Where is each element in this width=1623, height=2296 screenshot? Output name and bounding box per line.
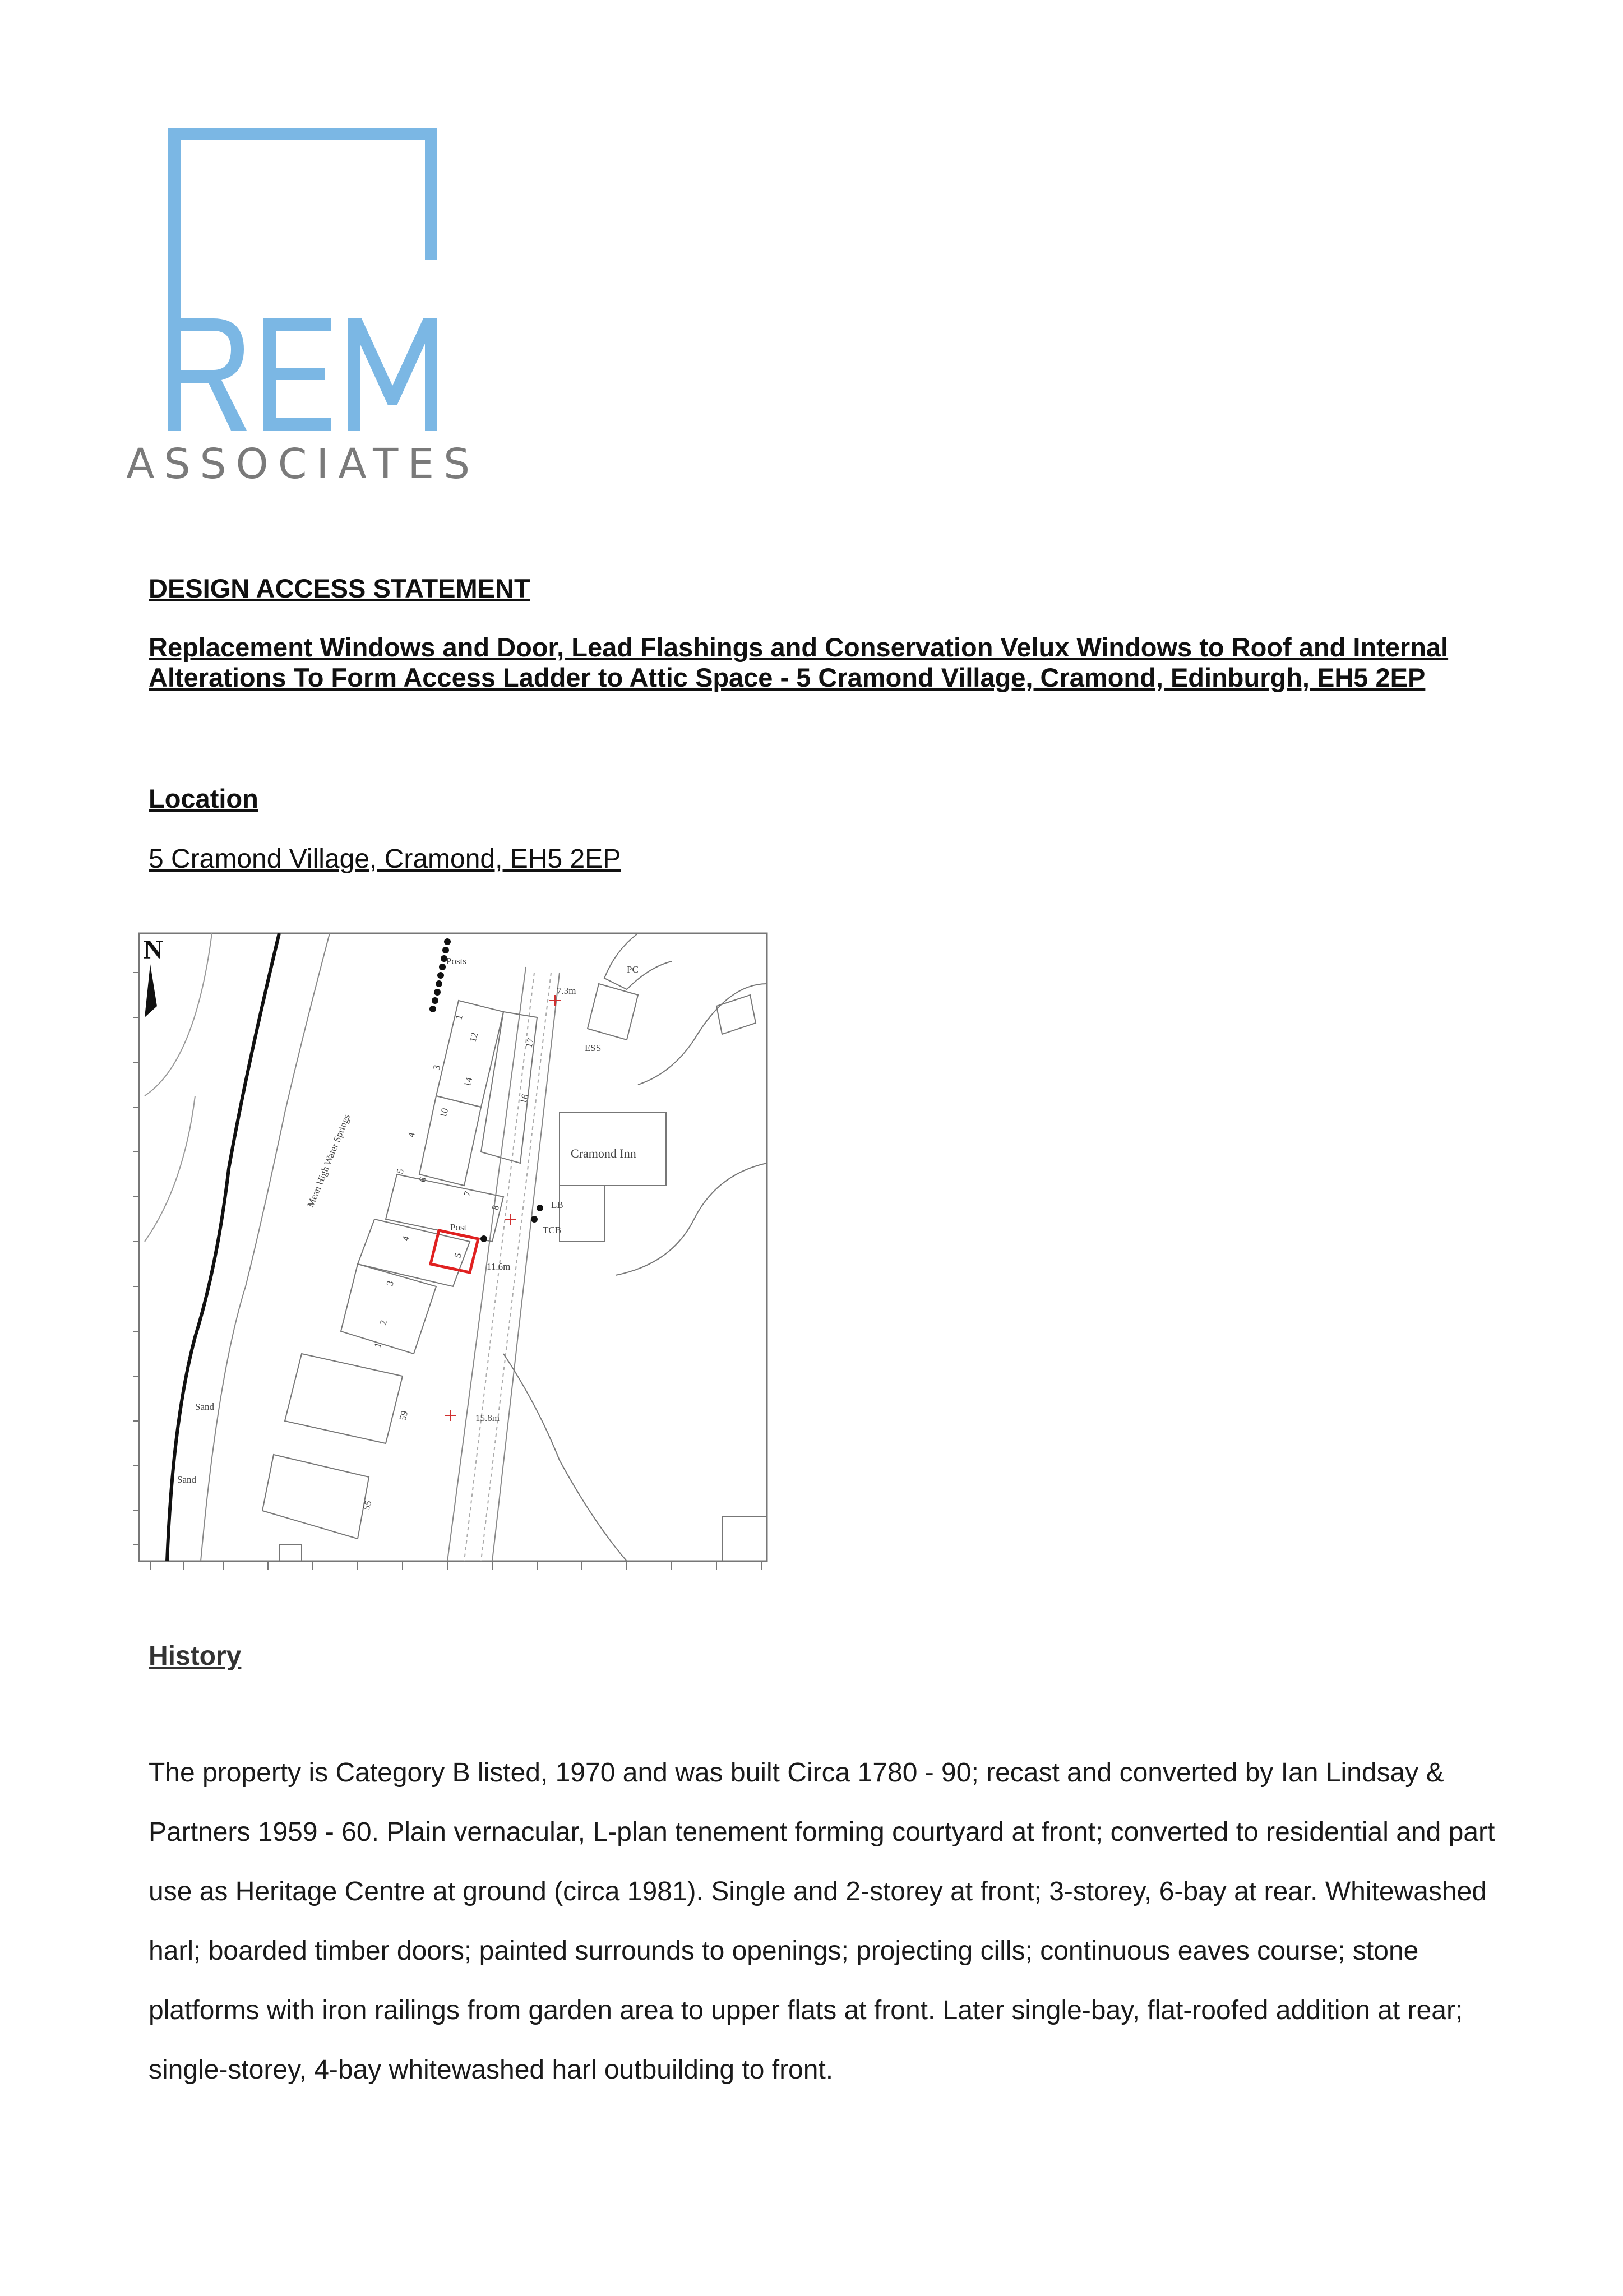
map-north-label: N [144, 935, 163, 965]
map-house-number: 3 [431, 1063, 443, 1072]
map-label-sand-1: Sand [195, 1401, 214, 1412]
map-label-ess: ESS [585, 1043, 602, 1053]
map-house-number: 1 [372, 1341, 384, 1349]
map-house-number: 8 [489, 1203, 502, 1212]
map-label-lb: LB [551, 1200, 563, 1210]
map-label-inn: Cramond Inn [571, 1146, 636, 1160]
map-label-shore: Mean High Water Springs [305, 1113, 353, 1209]
location-heading: Location [149, 784, 258, 813]
map-label-post: Post [450, 1222, 467, 1233]
map-house-number: 6 [417, 1175, 429, 1184]
map-house-number: 59 [397, 1409, 410, 1422]
map-house-number: 10 [437, 1107, 451, 1119]
map-house-number: 55 [360, 1499, 374, 1512]
map-house-number: 5 [452, 1251, 464, 1260]
map-house-number: 3 [384, 1279, 396, 1288]
map-house-number: 4 [405, 1131, 418, 1139]
map-label-sand-2: Sand [177, 1474, 196, 1485]
map-label-height1: 7.3m [557, 985, 576, 996]
logo-tagline: ASSOCIATES [126, 440, 480, 488]
map-house-number: 16 [517, 1093, 531, 1105]
map-label-pc: PC [627, 964, 639, 975]
map-label-tcb: TCB [543, 1225, 562, 1235]
map-house-number: 14 [461, 1076, 475, 1089]
document-title: DESIGN ACCESS STATEMENT [149, 573, 530, 603]
map-label-posts: Posts [446, 956, 466, 966]
document-subtitle: Replacement Windows and Door, Lead Flashings and Conservation Velux Windows to Roof and Internal Alterations To Form Access Ladder to Attic Space - 5 Cramond Village, Cramond, Edinburgh, EH5 2EP [149, 632, 1449, 692]
rem-associates-logo [126, 128, 480, 488]
location-address: 5 Cramond Village, Cramond, EH5 2EP [149, 844, 621, 874]
map-label-height3: 15.8m [475, 1413, 500, 1423]
map-house-number: 2 [377, 1318, 390, 1327]
map-label-height2: 11.6m [487, 1261, 511, 1272]
map-house-number: 4 [400, 1234, 412, 1243]
map-house-number: 17 [523, 1036, 537, 1049]
map-house-number: 12 [467, 1031, 480, 1044]
site-location-map [133, 928, 773, 1572]
map-house-number: 5 [394, 1167, 406, 1175]
history-body: The property is Category B listed, 1970 and was built Circa 1780 - 90; recast and converted by Ian Lindsay & Partners 1959 - 60. Plain vernacular, L-plan tenement forming courtyard at front; converted to residential and part use as Heritage Centre at ground (circa 1981). Single and 2-storey at front; 3-storey, 6-bay at rear. Whitewashed harl; boarded timber doors; painted surrounds to openings; projecting cills; continuous eaves course; stone platforms with iron railings from garden area to upper flats at front. Later single-bay, flat-roofed addition at rear; single-storey, 4-bay whitewashed harl outbuilding to front. [149, 1758, 1495, 2085]
map-house-number: 7 [461, 1189, 474, 1198]
history-heading: History [149, 1641, 242, 1671]
map-house-number: 1 [453, 1013, 465, 1021]
